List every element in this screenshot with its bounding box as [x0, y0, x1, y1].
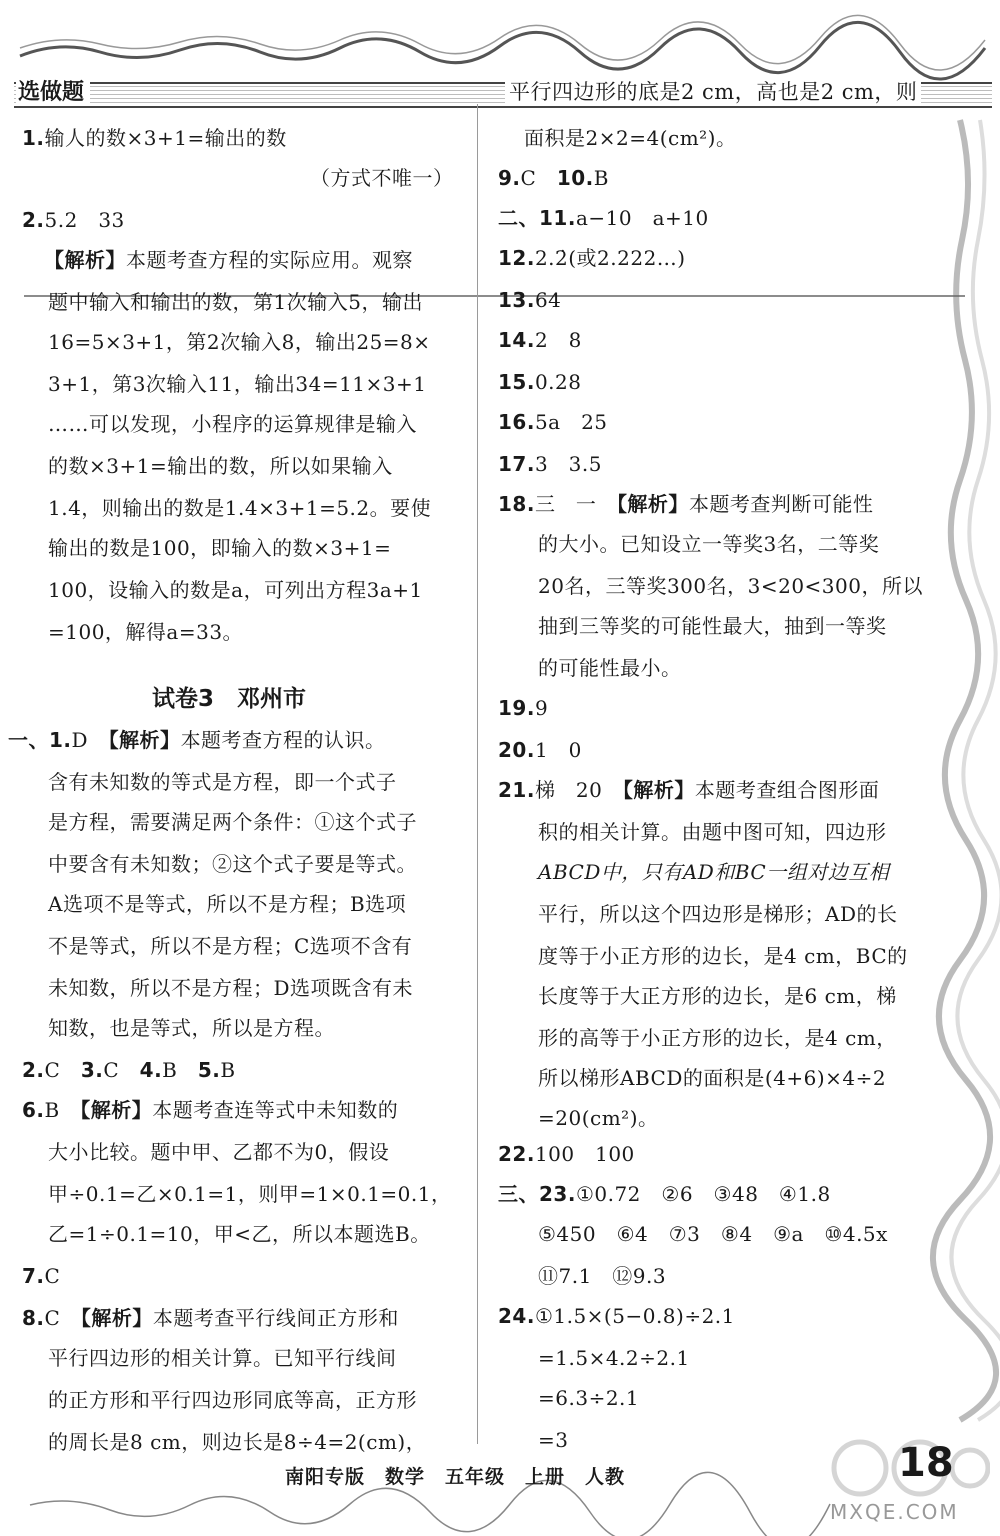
left-line: 一、1.D 【解析】本题考查方程的认识。 [8, 728, 386, 752]
right-line: 15.0.28 [498, 370, 582, 394]
left-line: 100，设输入的数是a，可列出方程3a+1 [48, 578, 423, 602]
left-line: 乙=1÷0.1=10，甲<乙，所以本题选B。 [48, 1222, 431, 1246]
left-line: 平行四边形的相关计算。已知平行线间 [48, 1346, 397, 1370]
left-line: 知数，也是等式，所以是方程。 [48, 1016, 335, 1040]
right-line: 度等于小正方形的边长，是4 cm，BC的 [538, 944, 908, 968]
left-line: 输出的数是100，即输入的数×3+1= [48, 536, 392, 560]
left-line: 7.C [22, 1264, 61, 1288]
right-line: 积的相关计算。由题中图可知，四边形 [538, 820, 887, 844]
watermark-site: MXQE.COM [830, 1500, 959, 1524]
right-line: 三、23.①0.72 ②6 ③48 ④1.8 [498, 1182, 831, 1206]
left-line: 2.C 3.C 4.B 5.B [22, 1058, 236, 1082]
left-line: 的周长是8 cm，则边长是8÷4=2(cm)， [48, 1430, 427, 1454]
right-line: ⑪7.1 ⑫9.3 [538, 1264, 667, 1288]
right-line: 18.三 一 【解析】本题考查判断可能性 [498, 492, 874, 516]
right-line: 14.2 8 [498, 328, 582, 352]
right-top-line: 平行四边形的底是2 cm，高也是2 cm，则 [505, 78, 921, 106]
section-label: 选做题 [16, 80, 90, 106]
right-line: =1.5×4.2÷2.1 [538, 1346, 690, 1370]
right-line: 所以梯形ABCD的面积是(4+6)×4÷2 [538, 1066, 887, 1090]
left-line: 大小比较。题中甲、乙都不为0，假设 [48, 1140, 390, 1164]
right-line: 9.C 10.B [498, 166, 609, 190]
left-line: 【解析】本题考查方程的实际应用。观察 [44, 248, 413, 272]
column-divider [477, 104, 478, 1444]
right-line: =20(cm²)。 [538, 1106, 659, 1130]
right-line: =6.3÷2.1 [538, 1386, 640, 1410]
right-line: 21.梯 20 【解析】本题考查组合图形面 [498, 778, 880, 802]
left-line: 2.5.2 33 [22, 208, 125, 232]
left-line: 8.C 【解析】本题考查平行线间正方形和 [22, 1306, 399, 1330]
left-line: 1.4，则输出的数是1.4×3+1=5.2。要使 [48, 496, 432, 520]
left-line: 未知数，所以不是方程；D选项既含有未 [48, 976, 414, 1000]
right-line: 19.9 [498, 696, 549, 720]
right-line: 16.5a 25 [498, 410, 608, 434]
left-line: （方式不唯一） [310, 166, 454, 190]
left-line: ……可以发现，小程序的运算规律是输入 [48, 412, 417, 436]
left-line: 1.输人的数×3+1=输出的数 [22, 126, 287, 150]
right-line: 形的高等于小正方形的边长，是4 cm， [538, 1026, 897, 1050]
right-line: =3 [538, 1428, 569, 1452]
left-line: 是方程，需要满足两个条件：①这个式子 [48, 810, 417, 834]
right-line: 13.64 [498, 288, 562, 312]
left-line: 6.B 【解析】本题考查连等式中未知数的 [22, 1098, 399, 1122]
left-line: A选项不是等式，所以不是方程；B选项 [48, 892, 407, 916]
right-line: 二、11.a−10 a+10 [498, 206, 709, 230]
left-line: 不是等式，所以不是方程；C选项不含有 [48, 934, 413, 958]
left-line: 甲÷0.1=乙×0.1=1，则甲=1×0.1=0.1， [48, 1182, 452, 1206]
right-line: ABCD中，只有AD和BC一组对边互相 [538, 860, 890, 884]
right-line: ⑤450 ⑥4 ⑦3 ⑧4 ⑨a ⑩4.5x [538, 1222, 888, 1246]
left-line: 题中输入和输出的数，第1次输入5，输出 [48, 290, 423, 314]
right-line: 的大小。已知设立一等奖3名，二等奖 [538, 532, 880, 556]
right-line: 20.1 0 [498, 738, 582, 762]
right-line: 22.100 100 [498, 1142, 635, 1166]
right-line: 17.3 3.5 [498, 452, 602, 476]
left-line: 3+1，第3次输入11，输出34=11×3+1 [48, 372, 427, 396]
left-line: 的正方形和平行四边形同底等高，正方形 [48, 1388, 417, 1412]
section-title: 试卷3 邓州市 [152, 686, 307, 712]
right-line: 24.①1.5×(5−0.8)÷2.1 [498, 1304, 735, 1328]
footer-text: 南阳专版 数学 五年级 上册 人教 [285, 1466, 626, 1488]
right-line: 长度等于大正方形的边长，是6 cm，梯 [538, 984, 897, 1008]
right-line: 面积是2×2=4(cm²)。 [524, 126, 737, 150]
page-number: 18 [898, 1440, 954, 1486]
left-line: 16=5×3+1，第2次输入8，输出25=8× [48, 330, 431, 354]
right-line: 的可能性最小。 [538, 656, 682, 680]
right-line: 12.2.2̇(或2.222…) [498, 246, 686, 270]
left-line: =100，解得a=33。 [48, 620, 244, 644]
right-line: 抽到三等奖的可能性最大，抽到一等奖 [538, 614, 887, 638]
left-line: 中要含有未知数；②这个式子要是等式。 [48, 852, 417, 876]
left-line: 的数×3+1=输出的数，所以如果输入 [48, 454, 393, 478]
left-line: 含有未知数的等式是方程，即一个式子 [48, 770, 397, 794]
right-line: 20名，三等奖300名，3<20<300，所以 [538, 574, 923, 598]
right-line: 平行，所以这个四边形是梯形；AD的长 [538, 902, 898, 926]
